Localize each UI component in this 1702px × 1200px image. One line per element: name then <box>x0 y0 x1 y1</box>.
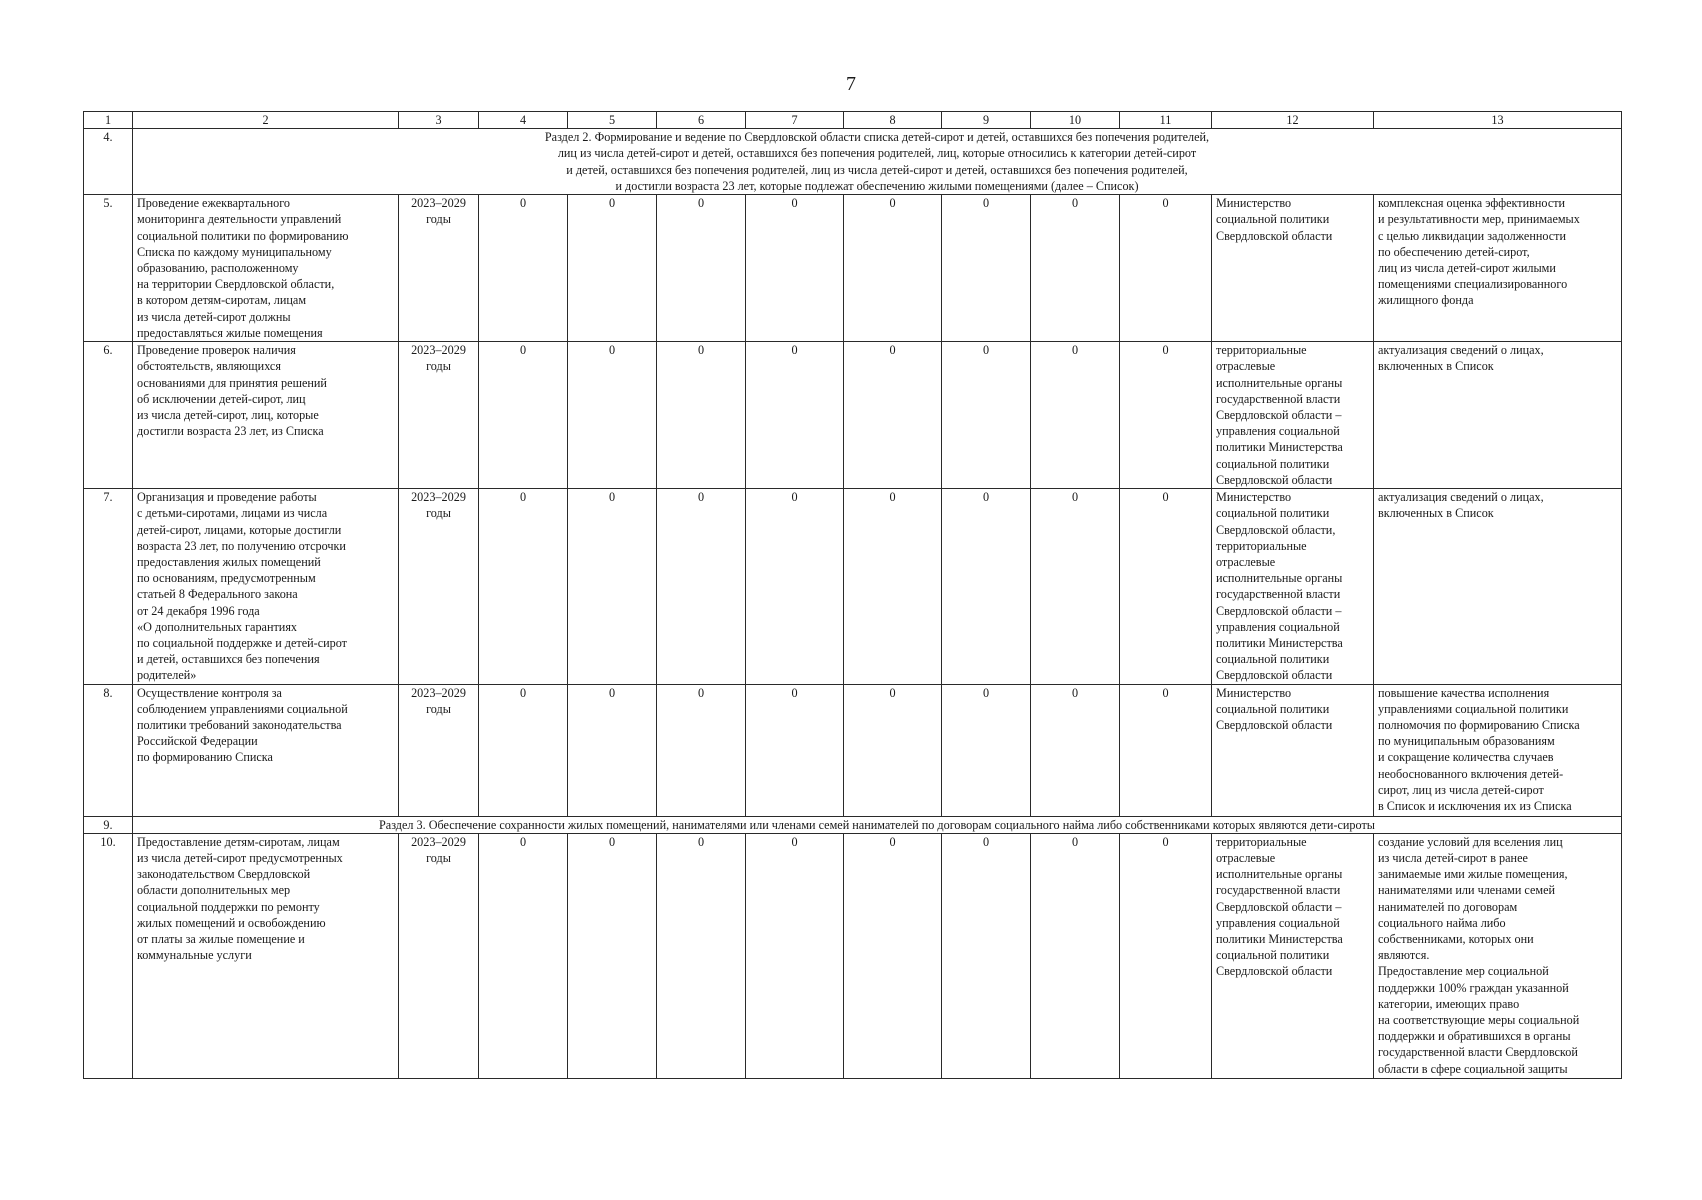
executor: территориальные отраслевые исполнительные органы государственной власти Свердловской области – управления социальной политики Министерства социальной политики Свердловской области <box>1212 833 1374 1078</box>
value-cell: 0 <box>479 342 568 489</box>
executor: Министерство социальной политики Свердловской области, территориальные отраслевые исполнительные органы государственной власти Свердловской области – управления социальной политики Министерства социальной политики Свердловской области <box>1212 489 1374 684</box>
column-header: 4 <box>479 112 568 129</box>
row-number: 8. <box>84 684 133 816</box>
period: 2023–2029 годы <box>399 342 479 489</box>
value-cell: 0 <box>657 342 746 489</box>
value-cell: 0 <box>746 195 844 342</box>
period: 2023–2029 годы <box>399 489 479 684</box>
executor: Министерство социальной политики Свердловской области <box>1212 684 1374 816</box>
value-cell: 0 <box>942 489 1031 684</box>
activity-name: Проведение проверок наличия обстоятельств, являющихся основаниями для принятия решений об исключении детей-сирот, лиц из числа детей-сирот, лиц, которые достигли возраста 23 лет, из Списка <box>133 342 399 489</box>
row-number: 10. <box>84 833 133 1078</box>
value-cell: 0 <box>1120 833 1212 1078</box>
column-header: 5 <box>568 112 657 129</box>
page-number: 7 <box>846 73 856 95</box>
value-cell: 0 <box>942 684 1031 816</box>
section-row <box>84 129 1622 195</box>
value-cell: 0 <box>568 833 657 1078</box>
section-title: Раздел 3. Обеспечение сохранности жилых помещений, нанимателями или членами семей нанимателей по договорам социального найма либо собственниками которых являются дети-сироты <box>133 816 1622 833</box>
expected-result: актуализация сведений о лицах, включенных в Список <box>1374 489 1622 684</box>
value-cell: 0 <box>1031 195 1120 342</box>
column-header: 8 <box>844 112 942 129</box>
value-cell: 0 <box>942 195 1031 342</box>
value-cell: 0 <box>746 833 844 1078</box>
value-cell: 0 <box>479 489 568 684</box>
value-cell: 0 <box>568 684 657 816</box>
column-header: 1 <box>84 112 133 129</box>
activity-name: Предоставление детям-сиротам, лицам из числа детей-сирот предусмотренных законодательством Свердловской области дополнительных мер социальной поддержки по ремонту жилых помещений и освобождению от платы за жилые помещение и коммунальные услуги <box>133 833 399 1078</box>
row-number: 7. <box>84 489 133 684</box>
table-row <box>84 342 1622 489</box>
table-row <box>84 833 1622 1078</box>
value-cell: 0 <box>479 195 568 342</box>
activity-name: Осуществление контроля за соблюдением управлениями социальной политики требований законодательства Российской Федерации по формированию Списка <box>133 684 399 816</box>
expected-result: комплексная оценка эффективности и результативности мер, принимаемых с целью ликвидации задолженности по обеспечению детей-сирот, лиц из числа детей-сирот жилыми помещениями специализированного жилищного фонда <box>1374 195 1622 342</box>
value-cell: 0 <box>844 342 942 489</box>
period: 2023–2029 годы <box>399 195 479 342</box>
value-cell: 0 <box>657 833 746 1078</box>
column-header: 11 <box>1120 112 1212 129</box>
value-cell: 0 <box>1120 684 1212 816</box>
value-cell: 0 <box>657 684 746 816</box>
expected-result: повышение качества исполнения управлениями социальной политики полномочия по формированию Списка по муниципальным образованиям и сокращение количества случаев необоснованного включения детей- сирот, лиц из числа детей-сирот в Список и исключения их из Списка <box>1374 684 1622 816</box>
expected-result: создание условий для вселения лиц из числа детей-сирот в ранее занимаемые ими жилые помещения, нанимателями или членами семей нанимателей по договорам социального найма либо собственниками, которых они являются. Предоставление мер социальной поддержки 100% граждан указанной категории, имеющих право на соответствующие меры социальной поддержки и обратившихся в органы государственной власти Свердловской области в сфере социальной защиты <box>1374 833 1622 1078</box>
row-number: 9. <box>84 816 133 833</box>
column-header: 7 <box>746 112 844 129</box>
value-cell: 0 <box>479 833 568 1078</box>
value-cell: 0 <box>942 342 1031 489</box>
value-cell: 0 <box>1120 195 1212 342</box>
executor: территориальные отраслевые исполнительные органы государственной власти Свердловской области – управления социальной политики Министерства социальной политики Свердловской области <box>1212 342 1374 489</box>
value-cell: 0 <box>942 833 1031 1078</box>
value-cell: 0 <box>568 195 657 342</box>
value-cell: 0 <box>1031 342 1120 489</box>
value-cell: 0 <box>746 342 844 489</box>
value-cell: 0 <box>657 489 746 684</box>
value-cell: 0 <box>844 684 942 816</box>
period: 2023–2029 годы <box>399 833 479 1078</box>
row-number: 6. <box>84 342 133 489</box>
table-row <box>84 489 1622 684</box>
column-header: 9 <box>942 112 1031 129</box>
value-cell: 0 <box>1031 833 1120 1078</box>
column-header: 2 <box>133 112 399 129</box>
value-cell: 0 <box>568 489 657 684</box>
section-title: Раздел 2. Формирование и ведение по Свердловской области списка детей-сирот и детей, оставшихся без попечения родителей, лиц из числа детей-сирот и детей, оставшихся без попечения родителей, лиц, которые относились к категории детей-сирот и детей, оставшихся без попечения родителей, лиц из числа детей-сирот и детей, оставшихся без попечения родителей, и достигли возраста 23 лет, которые подлежат обеспечению жилыми помещениями (далее – Список) <box>133 129 1622 195</box>
value-cell: 0 <box>568 342 657 489</box>
value-cell: 0 <box>844 195 942 342</box>
value-cell: 0 <box>657 195 746 342</box>
value-cell: 0 <box>1031 684 1120 816</box>
activity-name: Проведение ежеквартального мониторинга деятельности управлений социальной политики по формированию Списка по каждому муниципальному образованию, расположенному на территории Свердловской области, в котором детям-сиротам, лицам из числа детей-сирот должны предоставляться жилые помещения <box>133 195 399 342</box>
column-header: 3 <box>399 112 479 129</box>
value-cell: 0 <box>746 684 844 816</box>
row-number: 5. <box>84 195 133 342</box>
row-number: 4. <box>84 129 133 195</box>
executor: Министерство социальной политики Свердловской области <box>1212 195 1374 342</box>
value-cell: 0 <box>844 833 942 1078</box>
column-header: 13 <box>1374 112 1622 129</box>
column-header: 10 <box>1031 112 1120 129</box>
column-header: 6 <box>657 112 746 129</box>
value-cell: 0 <box>1120 342 1212 489</box>
column-number-row <box>84 112 1622 129</box>
expected-result: актуализация сведений о лицах, включенных в Список <box>1374 342 1622 489</box>
activity-name: Организация и проведение работы с детьми-сиротами, лицами из числа детей-сирот, лицами, которые достигли возраста 23 лет, по получению отсрочки предоставления жилых помещений по основаниям, предусмотренным статьей 8 Федерального закона от 24 декабря 1996 года «О дополнительных гарантиях по социальной поддержке и детей-сирот и детей, оставшихся без попечения родителей» <box>133 489 399 684</box>
program-table <box>83 111 1622 1079</box>
column-header: 12 <box>1212 112 1374 129</box>
value-cell: 0 <box>479 684 568 816</box>
section-row <box>84 816 1622 833</box>
table-row <box>84 195 1622 342</box>
value-cell: 0 <box>1031 489 1120 684</box>
period: 2023–2029 годы <box>399 684 479 816</box>
value-cell: 0 <box>844 489 942 684</box>
table-row <box>84 684 1622 816</box>
value-cell: 0 <box>1120 489 1212 684</box>
value-cell: 0 <box>746 489 844 684</box>
